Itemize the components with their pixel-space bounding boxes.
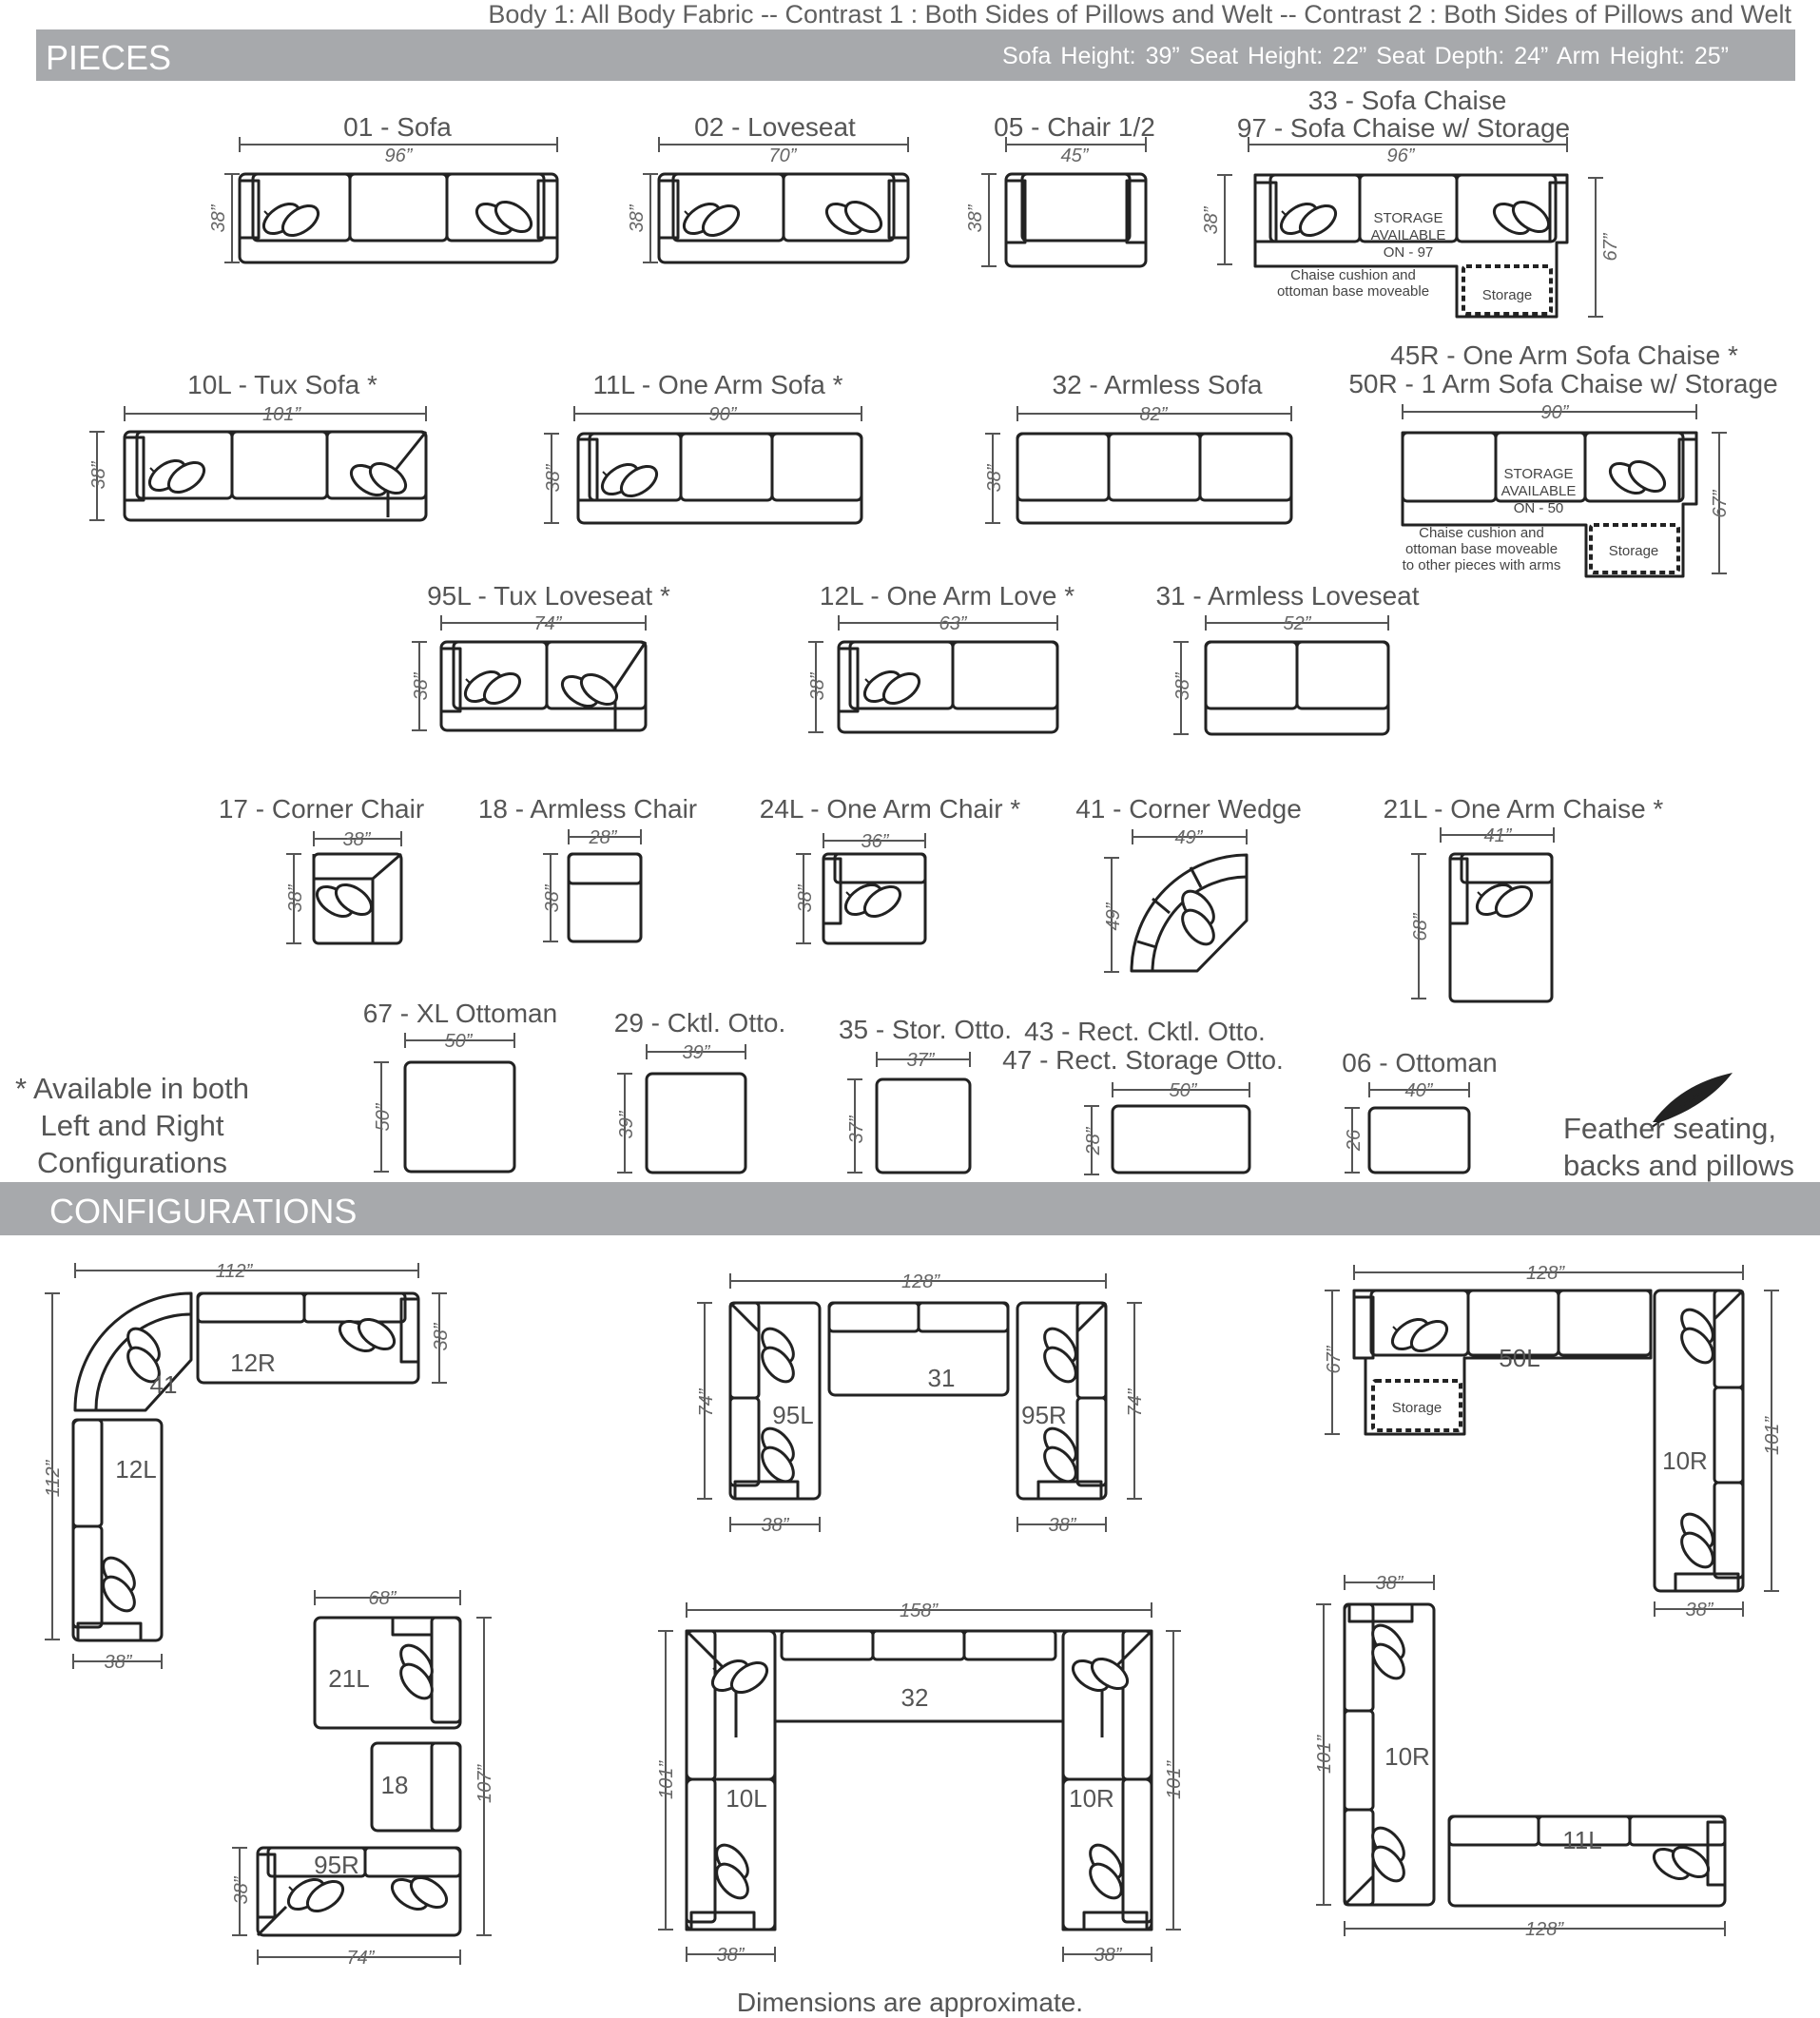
config6-piece-11l: 11L [1562, 1826, 1602, 1854]
chair-05-drawing [1006, 174, 1146, 266]
piece-label-41: 41 - Corner Wedge [1075, 794, 1302, 824]
config5-right-height: 101” [1164, 1760, 1185, 1800]
piece-depth2-33: 67” [1600, 233, 1621, 262]
move-note-45r-3: to other pieces with arms [1402, 557, 1561, 573]
piece-width-18: 28” [589, 827, 617, 848]
config4-piece-18: 18 [380, 1771, 409, 1799]
storage-label-33: Storage [1481, 287, 1533, 303]
piece-depth-32: 38” [984, 464, 1005, 493]
piece-depth-33: 38” [1201, 206, 1222, 235]
storage-note-50-3: ON - 50 [1513, 500, 1564, 516]
storage-label-45r: Storage [1608, 543, 1659, 559]
config1-piece-41: 41 [149, 1370, 178, 1399]
config5-left-depth: 38” [716, 1945, 745, 1966]
config6-height: 101” [1314, 1735, 1335, 1775]
storage-note-97-2: AVAILABLE [1370, 227, 1446, 243]
piece-label-45r: 45R - One Arm Sofa Chaise * [1390, 340, 1738, 370]
piece-label-31: 31 - Armless Loveseat [1155, 581, 1420, 611]
storage-ottoman-35-drawing [877, 1079, 970, 1173]
piece-label-95l: 95L - Tux Loveseat * [427, 581, 670, 611]
piece-depth-12l: 38” [807, 672, 828, 701]
piece-depth2-45r: 67” [1710, 490, 1731, 518]
one-arm-chaise-21l-drawing [1450, 854, 1552, 1001]
storage-note-97-1: STORAGE [1373, 210, 1443, 226]
piece-label-05: 05 - Chair 1/2 [994, 112, 1155, 142]
pieces-title: PIECES [46, 38, 172, 77]
config3-bottom: 38” [1685, 1600, 1714, 1620]
piece-depth-17: 38” [285, 884, 306, 913]
piece-width-67: 50” [444, 1031, 473, 1052]
config2-piece-95l: 95L [772, 1401, 814, 1429]
piece-label-06: 06 - Ottoman [1342, 1048, 1498, 1077]
piece-label-67: 67 - XL Ottoman [362, 999, 558, 1028]
config5-right-depth: 38” [1094, 1945, 1122, 1966]
piece-width-32: 82” [1139, 404, 1168, 425]
storage-note-50-1: STORAGE [1503, 466, 1574, 482]
piece-width-31: 52” [1283, 613, 1311, 634]
piece-label-32: 32 - Armless Sofa [1052, 370, 1263, 399]
config1-width: 112” [215, 1261, 253, 1282]
storage-note-97-3: ON - 97 [1383, 244, 1434, 261]
piece-label-47: 47 - Rect. Storage Otto. [1002, 1045, 1284, 1075]
config5-piece-32: 32 [900, 1683, 929, 1712]
config6-width: 128” [1524, 1919, 1564, 1940]
config2-left-depth: 38” [761, 1515, 789, 1536]
piece-width-33: 96” [1386, 146, 1415, 166]
config1-piece-12r: 12R [230, 1349, 276, 1377]
config6-top-depth: 38” [1375, 1573, 1404, 1594]
move-note-45r-1: Chaise cushion and [1419, 525, 1544, 541]
config4-height: 107” [474, 1764, 495, 1804]
config4-width: 68” [368, 1588, 397, 1609]
move-note-45r-2: ottoman base moveable [1404, 541, 1559, 557]
move-note-33-1: Chaise cushion and [1290, 267, 1416, 283]
piece-label-50r: 50R - 1 Arm Sofa Chaise w/ Storage [1348, 369, 1778, 398]
piece-label-43: 43 - Rect. Cktl. Otto. [1024, 1017, 1266, 1046]
piece-label-01: 01 - Sofa [343, 112, 452, 142]
piece-depth-43: 28” [1083, 1127, 1104, 1155]
piece-width-95l: 74” [533, 613, 562, 634]
piece-depth-41: 49” [1103, 902, 1124, 931]
piece-depth-67: 50” [373, 1103, 394, 1132]
piece-depth-02: 38” [627, 204, 648, 233]
piece-width-24l: 36” [861, 831, 889, 852]
piece-width-17: 38” [342, 829, 371, 850]
availability-note: * Available in both Left and Right Configurations [15, 1072, 249, 1179]
piece-label-33: 33 - Sofa Chaise [1307, 86, 1507, 115]
config4-piece-21l: 21L [328, 1664, 370, 1693]
rect-ottoman-43-drawing [1113, 1106, 1249, 1173]
dimension-specs: Sofa Height: 39” Seat Height: 22” Seat Depth: 24” Arm Height: 25” [1002, 43, 1729, 69]
piece-label-35: 35 - Stor. Otto. [838, 1015, 1013, 1044]
config3-right-height: 101” [1762, 1416, 1783, 1456]
cocktail-ottoman-29-drawing [647, 1074, 745, 1173]
piece-label-24l: 24L - One Arm Chair * [759, 794, 1021, 824]
config3-piece-50l: 50L [1499, 1344, 1540, 1372]
config4-piece-95r: 95R [314, 1851, 359, 1879]
config5-piece-10r: 10R [1069, 1784, 1114, 1813]
config3-piece-10r: 10R [1662, 1446, 1708, 1475]
config1-bottom: 38” [104, 1652, 132, 1673]
piece-width-45r: 90” [1540, 402, 1569, 423]
piece-label-10l: 10L - Tux Sofa * [187, 370, 378, 399]
piece-depth-21l: 68” [1410, 913, 1431, 941]
piece-depth-11l: 38” [543, 464, 564, 493]
piece-width-10l: 101” [261, 404, 301, 425]
piece-label-18: 18 - Armless Chair [477, 794, 698, 824]
config3-width: 128” [1525, 1263, 1565, 1284]
config3-left-depth: 67” [1324, 1346, 1345, 1374]
piece-width-01: 96” [384, 146, 413, 166]
config2-right-height: 74” [1125, 1388, 1146, 1417]
piece-width-06: 40” [1404, 1080, 1433, 1101]
ottoman-06-drawing [1369, 1108, 1469, 1173]
config4-depth: 38” [231, 1876, 252, 1905]
piece-depth-06: 26 [1344, 1129, 1365, 1152]
config3-storage-label: Storage [1391, 1400, 1442, 1416]
piece-width-02: 70” [768, 146, 797, 166]
armless-loveseat-31-drawing [1206, 642, 1388, 734]
piece-width-11l: 90” [708, 404, 737, 425]
piece-width-29: 39” [682, 1042, 710, 1063]
config5-piece-10l: 10L [726, 1784, 767, 1813]
config5-left-height: 101” [656, 1760, 677, 1800]
piece-width-43: 50” [1169, 1080, 1197, 1101]
armless-sofa-32-drawing [1017, 434, 1291, 523]
config2-width: 128” [900, 1271, 940, 1292]
piece-width-21l: 41” [1483, 825, 1512, 846]
config1-height: 112” [43, 1460, 64, 1498]
config4-bottom: 74” [346, 1948, 375, 1969]
piece-depth-35: 37” [846, 1116, 867, 1144]
piece-depth-10l: 38” [88, 461, 109, 490]
config1-depth: 38” [431, 1323, 452, 1351]
piece-width-35: 37” [906, 1050, 935, 1071]
config2-piece-95r: 95R [1021, 1401, 1067, 1429]
piece-label-97: 97 - Sofa Chaise w/ Storage [1236, 113, 1571, 143]
move-note-33-2: ottoman base moveable [1276, 283, 1430, 300]
piece-depth-01: 38” [208, 204, 229, 233]
config2-left-height: 74” [696, 1388, 717, 1417]
config2-piece-31: 31 [927, 1364, 956, 1392]
armless-chair-18-drawing [569, 854, 641, 941]
piece-depth-31: 38” [1172, 672, 1193, 701]
storage-note-50-2: AVAILABLE [1501, 483, 1577, 499]
config1-piece-12l: 12L [115, 1455, 157, 1484]
configurations-title: CONFIGURATIONS [49, 1192, 358, 1231]
piece-depth-24l: 38” [795, 884, 816, 913]
piece-depth-29: 39” [616, 1111, 637, 1139]
piece-label-11l: 11L - One Arm Sofa * [592, 370, 843, 399]
feather-note: Feather seating, backs and pillows [1563, 1112, 1794, 1182]
piece-label-29: 29 - Cktl. Otto. [613, 1008, 786, 1038]
piece-label-21l: 21L - One Arm Chaise * [1383, 794, 1664, 824]
piece-depth-18: 38” [542, 884, 563, 913]
fabric-info: Body 1: All Body Fabric -- Contrast 1 : Both Sides of Pillows and Welt -- Contrast 2 : Both Sides of Pillows and Welt [488, 0, 1791, 29]
piece-label-17: 17 - Corner Chair [218, 794, 425, 824]
piece-label-02: 02 - Loveseat [694, 112, 856, 142]
piece-width-12l: 63” [939, 613, 967, 634]
config2-right-depth: 38” [1048, 1515, 1076, 1536]
piece-depth-05: 38” [965, 204, 986, 233]
config6-piece-10r: 10R [1384, 1742, 1430, 1771]
piece-width-05: 45” [1060, 146, 1089, 166]
piece-depth-95l: 38” [411, 672, 432, 701]
xl-ottoman-67-drawing [405, 1062, 514, 1172]
piece-width-41: 49” [1174, 827, 1203, 848]
piece-label-12l: 12L - One Arm Love * [819, 581, 1075, 611]
footer-note: Dimensions are approximate. [736, 1988, 1084, 2017]
config5-width: 158” [899, 1601, 939, 1621]
